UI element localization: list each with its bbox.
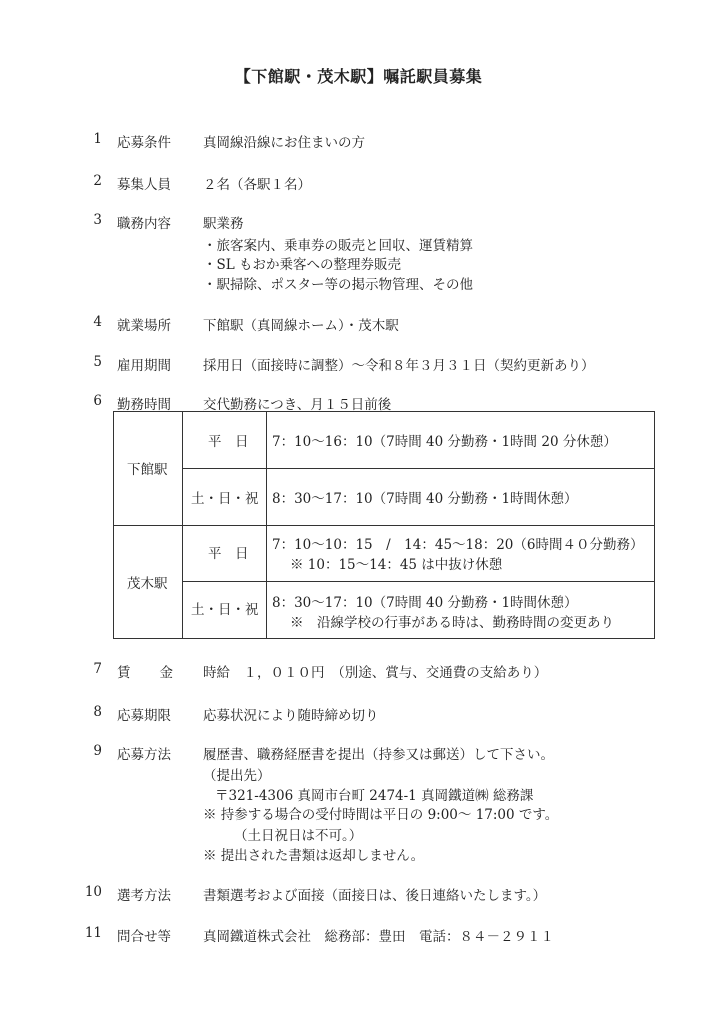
item-value: 採用日（面接時に調整）～令和８年３月３１日（契約更新あり）: [203, 358, 595, 374]
shimodate-holiday-hours: 8：30～17：10（7時間 40 分勤務・1時間休憩）: [272, 491, 578, 507]
submission-destination-heading: （提出先）: [203, 768, 271, 784]
item-value: 下館駅（真岡線ホーム）・茂木駅: [203, 318, 399, 334]
station-motegi: 茂木駅: [127, 576, 168, 592]
item-number: 10: [84, 884, 102, 900]
item-value: 時給 １，０１０円 （別途、賞与、交通費の支給あり）: [203, 665, 548, 681]
item-value: 駅業務: [203, 216, 244, 232]
item-number: 9: [93, 743, 102, 759]
motegi-holiday-note: ※ 沿線学校の行事がある時は、勤務時間の変更あり: [290, 615, 614, 631]
day-type-holiday: 土・日・祝: [191, 491, 259, 507]
item-label: 応募条件: [117, 135, 171, 151]
page-title: 【下館駅・茂木駅】嘱託駅員募集: [234, 67, 483, 86]
item-label: 就業場所: [117, 318, 171, 334]
motegi-weekday-hours: 7：10～10：15 / 14：45～18：20（6時間４０分勤務）: [272, 537, 644, 553]
item-number: 8: [93, 704, 102, 720]
item-number: 4: [93, 314, 102, 330]
item-value: ２名（各駅１名）: [203, 177, 311, 193]
item-label: 雇用期間: [117, 358, 171, 374]
reception-hours-exception: （土日祝日は不可。）: [234, 828, 363, 844]
reception-hours-note: ※ 持参する場合の受付時間は平日の 9:00～ 17:00 です。: [203, 807, 559, 823]
table-divider: [182, 468, 654, 469]
item-number: 11: [84, 925, 102, 941]
item-number: 7: [93, 661, 102, 677]
table-divider: [114, 525, 654, 526]
item-number: 2: [93, 173, 102, 189]
job-duty-1: ・旅客案内、乗車券の販売と回収、運賃精算: [203, 238, 473, 254]
job-duty-3: ・駅掃除、ポスター等の掲示物管理、その他: [203, 277, 473, 293]
item-value: 書類選考および面接（面接日は、後日連絡いたします。）: [203, 888, 547, 904]
item-label: 勤務時間: [117, 397, 171, 413]
item-number: 1: [93, 131, 102, 147]
day-type-weekday: 平 日: [208, 434, 249, 450]
item-number: 3: [93, 212, 102, 228]
station-shimodate: 下館駅: [127, 462, 168, 478]
submission-address: 〒321-4306 真岡市台町 2474-1 真岡鐵道㈱ 総務課: [215, 788, 534, 804]
item-label: 応募期限: [117, 708, 171, 724]
documents-not-returned-note: ※ 提出された書類は返却しません。: [203, 848, 425, 864]
item-value: 真岡線沿線にお住まいの方: [203, 135, 365, 151]
item-value: 交代勤務につき、月１５日前後: [203, 397, 392, 413]
item-value: 履歴書、職務経歴書を提出（持参又は郵送）して下さい。: [203, 747, 554, 763]
item-number: 5: [93, 354, 102, 370]
table-divider: [266, 412, 267, 638]
table-divider: [182, 581, 654, 582]
motegi-holiday-hours: 8：30～17：10（7時間 40 分勤務・1時間休憩）: [272, 595, 578, 611]
day-type-weekday: 平 日: [208, 546, 249, 562]
day-type-holiday: 土・日・祝: [191, 602, 259, 618]
item-label: 選考方法: [117, 888, 171, 904]
item-label: 募集人員: [117, 177, 171, 193]
job-duty-2: ・SL もおか乗客への整理券販売: [203, 257, 402, 273]
item-value: 応募状況により随時締め切り: [203, 708, 379, 724]
shimodate-weekday-hours: 7：10～16：10（7時間 40 分勤務・1時間 20 分休憩）: [272, 434, 617, 450]
schedule-table: [113, 411, 655, 639]
item-label: 職務内容: [117, 216, 171, 232]
motegi-weekday-note: ※ 10：15～14：45 は中抜け休憩: [290, 557, 503, 573]
item-value: 真岡鐵道株式会社 総務部：豊田 電話：８４－２９１１: [203, 929, 554, 945]
table-divider: [182, 412, 183, 638]
item-label: 応募方法: [117, 747, 171, 763]
item-label: 問合せ等: [117, 929, 171, 945]
item-number: 6: [93, 393, 102, 409]
item-label: 賃金: [117, 665, 173, 681]
